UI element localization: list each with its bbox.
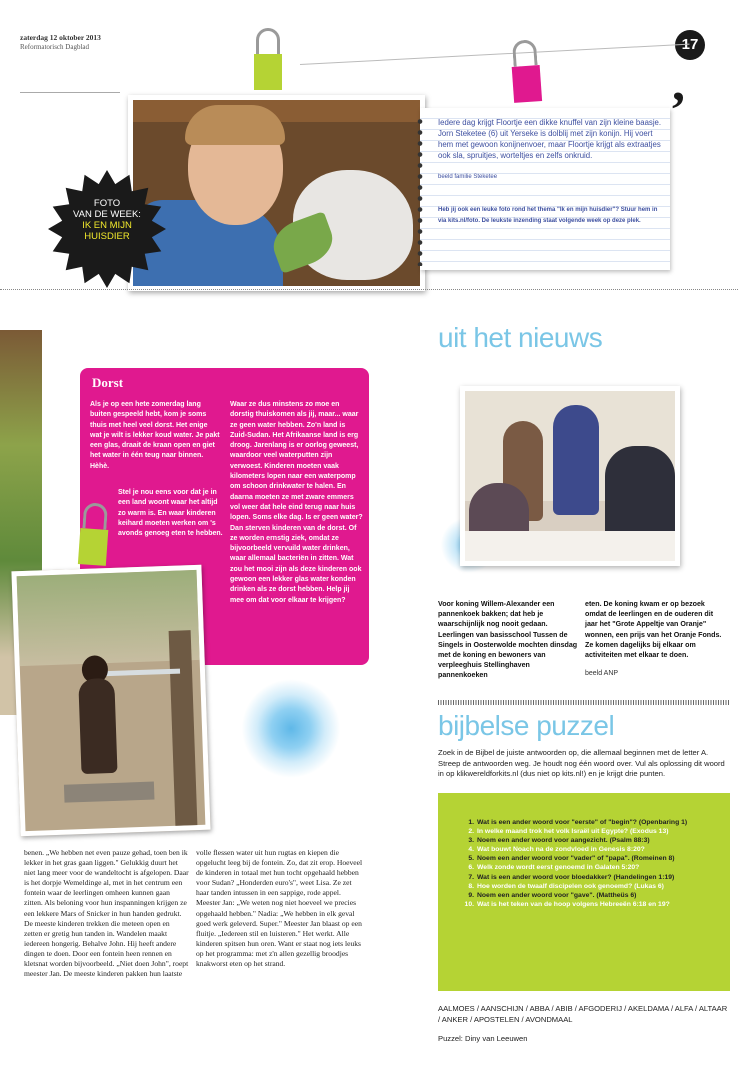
dorst-title: Dorst xyxy=(92,375,124,390)
badge-line: VAN DE WEEK: xyxy=(73,209,141,220)
nieuws-text-col2: eten. De koning kwam er op bezoek omdat de leerlingen en de ouderen dit jaar het "Grote Appeltje van Oranje" wonnen, een prijs van het Oranje Fonds. Ze komen dagelijks bij elkaar om activiteiten met elkaar te doen. xyxy=(585,600,722,660)
puzzel-question: 8. Hoe worden de twaalf discipelen ook genoemd? (Lukas 6) xyxy=(468,882,664,890)
hanging-string xyxy=(300,44,690,65)
puzzel-question: 4. Wat bouwt Noach na de zondvloed in Genesis 8:20? xyxy=(468,846,645,854)
photo-wooden-pole xyxy=(169,630,198,831)
photo-child-at-waterpump xyxy=(11,565,210,836)
puzzel-question-list xyxy=(462,818,724,909)
nieuws-text-col1: Voor koning Willem-Alexander een pannenkoek bakken; dat heb je waarschijnlijk nog nooit gedaan. Leerlingen van basisschool Tussen de Singels in Oosterwolde mochten dinsdag met de koning en bewoners van verpleeghuis Stellinghaven pannenkoeken xyxy=(438,600,578,680)
photo-child-body xyxy=(78,678,117,774)
binder-clip-icon xyxy=(510,39,542,103)
badge-line: FOTO xyxy=(93,198,121,209)
puzzel-question: 1. Wat is een ander woord voor "eerste" of "begin"? (Openbaring 1) xyxy=(468,819,688,826)
hatched-divider xyxy=(438,700,730,705)
dorst-text-col1-cont: Stel je nou eens voor dat je in een land woont waar het altijd zo warm is. En waar kinderen keihard moeten werken om 's avonds genoeg eten te hebben. xyxy=(118,489,223,538)
puzzel-question: 6. Welk zonde wordt eerst genoemd in Galaten 5:20? xyxy=(468,864,640,872)
section-divider xyxy=(0,289,738,290)
nieuws-photo-credit: beeld ANP xyxy=(585,670,619,677)
puzzel-question: 10. Wat is het teken van de hoop volgens Hebreeën 6:18 en 19? xyxy=(464,900,670,908)
publication-date: zaterdag 12 oktober 2013 xyxy=(20,33,101,42)
binder-clip-icon xyxy=(78,502,110,566)
dorst-text-col1: Als je op een hete zomerdag lang buiten gespeeld hebt, kom je soms thuis met heel veel dorst. Het enige wat je wilt is lekker koud water. Je pakt een glas, draait de kraan open en giet het water in één teug naar binnen. Hèhè. xyxy=(90,401,220,470)
badge-line: HUISDIER xyxy=(84,231,130,242)
puzzel-question: 9. Noem een ander woord voor "gave". (Mattheüs 6) xyxy=(468,891,637,899)
photo-of-week-badge-text xyxy=(48,198,166,242)
top-rule xyxy=(20,92,120,93)
page-comma-mark: , xyxy=(672,55,685,112)
water-splash-decoration xyxy=(225,668,345,778)
puzzel-question: 7. Wat is een ander woord voor bloedakker? (Handelingen 1:19) xyxy=(468,873,675,881)
photo-stone-slab xyxy=(64,782,155,803)
newspaper-name: Reformatorisch Dagblad xyxy=(20,43,90,51)
submission-call: Heb jij ook een leuke foto rond het thema "Ik en mijn huisdier"? Stuur hem in via kits.nl/foto. De leukste inzending staat volgende week op deze plek. xyxy=(438,207,658,224)
article-text-col1: benen. „We hebben net even pauze gehad, toen ben ik lekker in het gras gaan liggen." Gelukkig duurt het niet lang meer voor de wandeltocht is afgelopen. Daar is het dorpje Wemeldinge al, met in het centrum een fontein waar de leerlingen omheen kunnen gaan zitten. Als beloning voor hun inspanningen krijgen ze een lekkere Mars of Snicker in hun handen gedrukt. De meeste kinderen trekken die meteen open en zetten er gretig hun tanden in. Wandelen maakt iedereen hongerig. Behalve John. Hij heeft andere dingen te doen. Door een fontein heen rennen en kletsnat worden bijvoorbeeld. „Niet doen John", roept meester Jan. De meeste kinderen pakken hun laatste xyxy=(24,848,189,979)
puzzel-intro: Zoek in de Bijbel de juiste antwoorden op, die allemaal beginnen met de letter A. Streep de antwoorden weg. Je houdt nog één woord over. Vul als oplossing dit woord in op klikwereldforkits.nl (dus niet op kits.nl!) en je krijgt drie punten. xyxy=(438,748,725,778)
dorst-text-col2: Waar ze dus minstens zo moe en dorstig thuiskomen als jij, maar... waar ze geen water hebben. Zo'n land is Zuid-Sudan. Het Afrikaanse land is erg droog. Jarenlang is er oorlog geweest, waardoor veel waterputten zijn verwoest. Kinderen moeten vaak kilometers lopen naar een waterpomp om schoon drinkwater te halen. En daarna moeten ze met zware emmers vol weer dat hele eind terug naar huis lopen. Soms elke dag. Is er geen water? Dan sterven kinderen van de dorst. Of ze worden ernstig ziek, omdat ze bijvoorbeeld vervuild water drinken, waar allemaal bacteriën in zitten. Wat zou het mooi zijn als deze kinderen ook gewoon een lekker glas water konden drinken als ze dorst hebben. Help jij mee om dat voor elkaar te krijgen? xyxy=(230,401,363,604)
photo-boy-hair xyxy=(185,105,285,145)
photo-boy-with-rabbit xyxy=(128,95,425,291)
photo-pump-handle xyxy=(100,669,180,677)
article-text-col2: volle flessen water uit hun rugtas en kiepen die opgelucht leeg bij de fontein. Zo, dat zit erop. Hoeveel de kinderen in totaal met hun tocht opgehaald hebben voor Sudan? „Honderden euro's", weet Lisa. Ze zet haar tanden intussen in een sappige, rode appel. Meester Jan: „We weten nog niet hoeveel we precies opgehaald hebben." Nadia: „We hebben in elk geval goed werk geleverd. Super." Meester Jan blaast op een fluitje. „Iedereen stil en luisteren." Het werkt. Alle kinderen spitsen hun oren. Want er staat nog iets leuks op het programma: met z'n allen gezellig broodjes knakworst eten op het strand. xyxy=(196,848,363,969)
photo-table xyxy=(465,531,675,561)
section-title-nieuws: uit het nieuws xyxy=(438,322,603,353)
puzzel-question: 3. Noem een ander woord voor aangezicht. (Psalm 88:3) xyxy=(468,837,650,845)
photo-credit: beeld familie Steketee xyxy=(438,174,498,180)
photo-caption: Iedere dag krijgt Floortje een dikke knuffel van zijn kleine baasje. Jorn Steketee (6) uit Yerseke is dolblij met zijn konijn. Hij voert hem met gewoon konijnenvoer, maar Floortje krijgt als extraatjes ook sla, spruitjes, worteltjes en zelfs onkruid. xyxy=(438,118,662,160)
puzzel-author: Puzzel: Diny van Leeuwen xyxy=(438,1034,528,1043)
section-title-puzzel: bijbelse puzzel xyxy=(438,710,615,741)
binder-clip-icon xyxy=(254,28,282,90)
note-card xyxy=(420,108,670,270)
page-number-badge: 17 xyxy=(675,30,705,60)
photo-king-pancakes xyxy=(460,386,680,566)
photo-boy xyxy=(553,405,599,515)
badge-line: IK EN MIJN xyxy=(82,220,132,231)
puzzel-word-list: AALMOES / AANSCHIJN / ABBA / ABIB / AFGODERIJ / AKELDAMA / ALFA / ALTAAR / ANKER / APOSTELEN / AVONDMAAL xyxy=(438,1004,728,1024)
puzzel-question: 5. Noem een ander woord voor "vader" of "papa". (Romeinen 8) xyxy=(468,855,675,863)
puzzel-question: 2. In welke maand trok het volk Israël uit Egypte? (Exodus 13) xyxy=(468,828,669,836)
note-binding-holes xyxy=(416,116,424,266)
